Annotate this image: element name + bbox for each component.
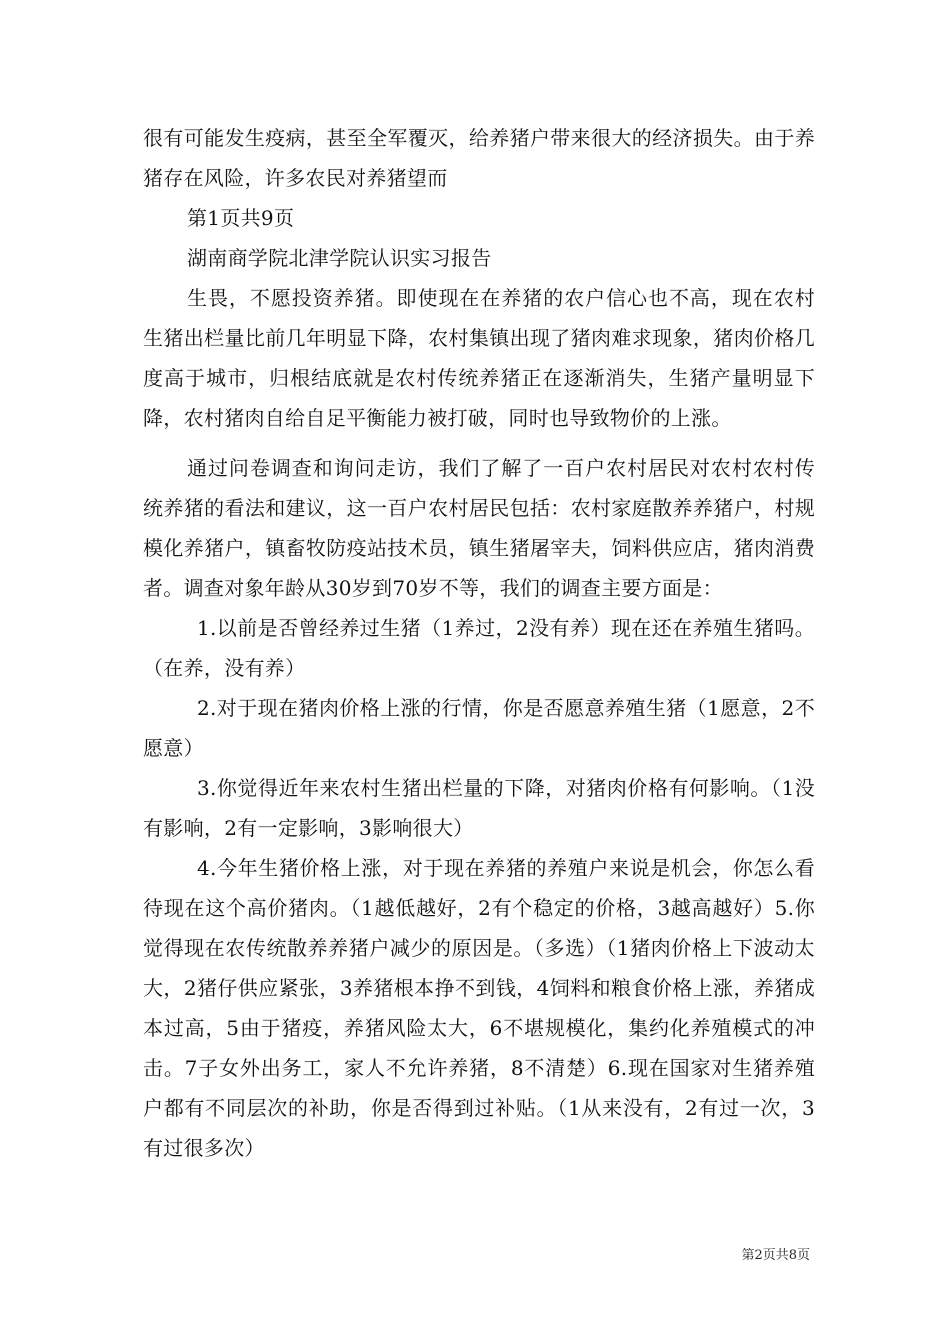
paragraph-2: 生畏，不愿投资养猪。即使现在在养猪的农户信心也不高，现在农村生猪出栏量比前几年明显下降，农村集镇出现了猪肉难求现象，猪肉价格几度高于城市，归根结底就是农村传统养猪正在逐渐消失，生猪产量明显下降，农村猪肉自给自足平衡能力被打破，同时也导致物价的上涨。 (143, 286, 815, 430)
page-count-line: 第1页共9页 (187, 206, 295, 230)
report-header-line: 湖南商学院北津学院认识实习报告 (187, 246, 492, 270)
paragraph-3: 通过问卷调查和询问走访，我们了解了一百户农村居民对农村农村传统养猪的看法和建议，这一百户农村居民包括：农村家庭散养养猪户，村规模化养猪户，镇畜牧防疫站技术员，镇生猪屠宰夫，饲料供应店，猪肉消费者。调查对象年龄从30岁到70岁不等，我们的调查主要方面是： (143, 456, 815, 600)
page-footer: 第2页共8页 (741, 1248, 810, 1263)
survey-item-3: 3.你觉得近年来农村生猪出栏量的下降，对猪肉价格有何影响。（1没有影响，2有一定影响，3影响很大） (143, 776, 815, 840)
survey-item-4-6: 4.今年生猪价格上涨，对于现在养猪的养殖户来说是机会，你怎么看待现在这个高价猪肉。（1越低越好，2有个稳定的价格，3越高越好）5.你觉得现在农传统散养养猪户减少的原因是。（多选）（1猪肉价格上下波动太大，2猪仔供应紧张，3养猪根本挣不到钱，4饲料和粮食价格上涨，养猪成本过高，5由于猪疫，养猪风险太大，6不堪规模化，集约化养殖模式的冲击。7子女外出务工，家人不允许养猪，8不清楚）6.现在国家对生猪养殖户都有不同层次的补助，你是否得到过补贴。（1从来没有，2有过一次，3有过很多次） (143, 856, 815, 1160)
document-body (143, 118, 815, 1168)
survey-item-2: 2.对于现在猪肉价格上涨的行情，你是否愿意养殖生猪（1愿意，2不愿意） (143, 696, 815, 760)
survey-item-1: 1.以前是否曾经养过生猪（1养过，2没有养）现在还在养殖生猪吗。（在养，没有养） (143, 616, 815, 680)
paragraph-1: 很有可能发生疫病，甚至全军覆灭，给养猪户带来很大的经济损失。由于养猪存在风险，许多农民对养猪望而 (143, 126, 815, 190)
